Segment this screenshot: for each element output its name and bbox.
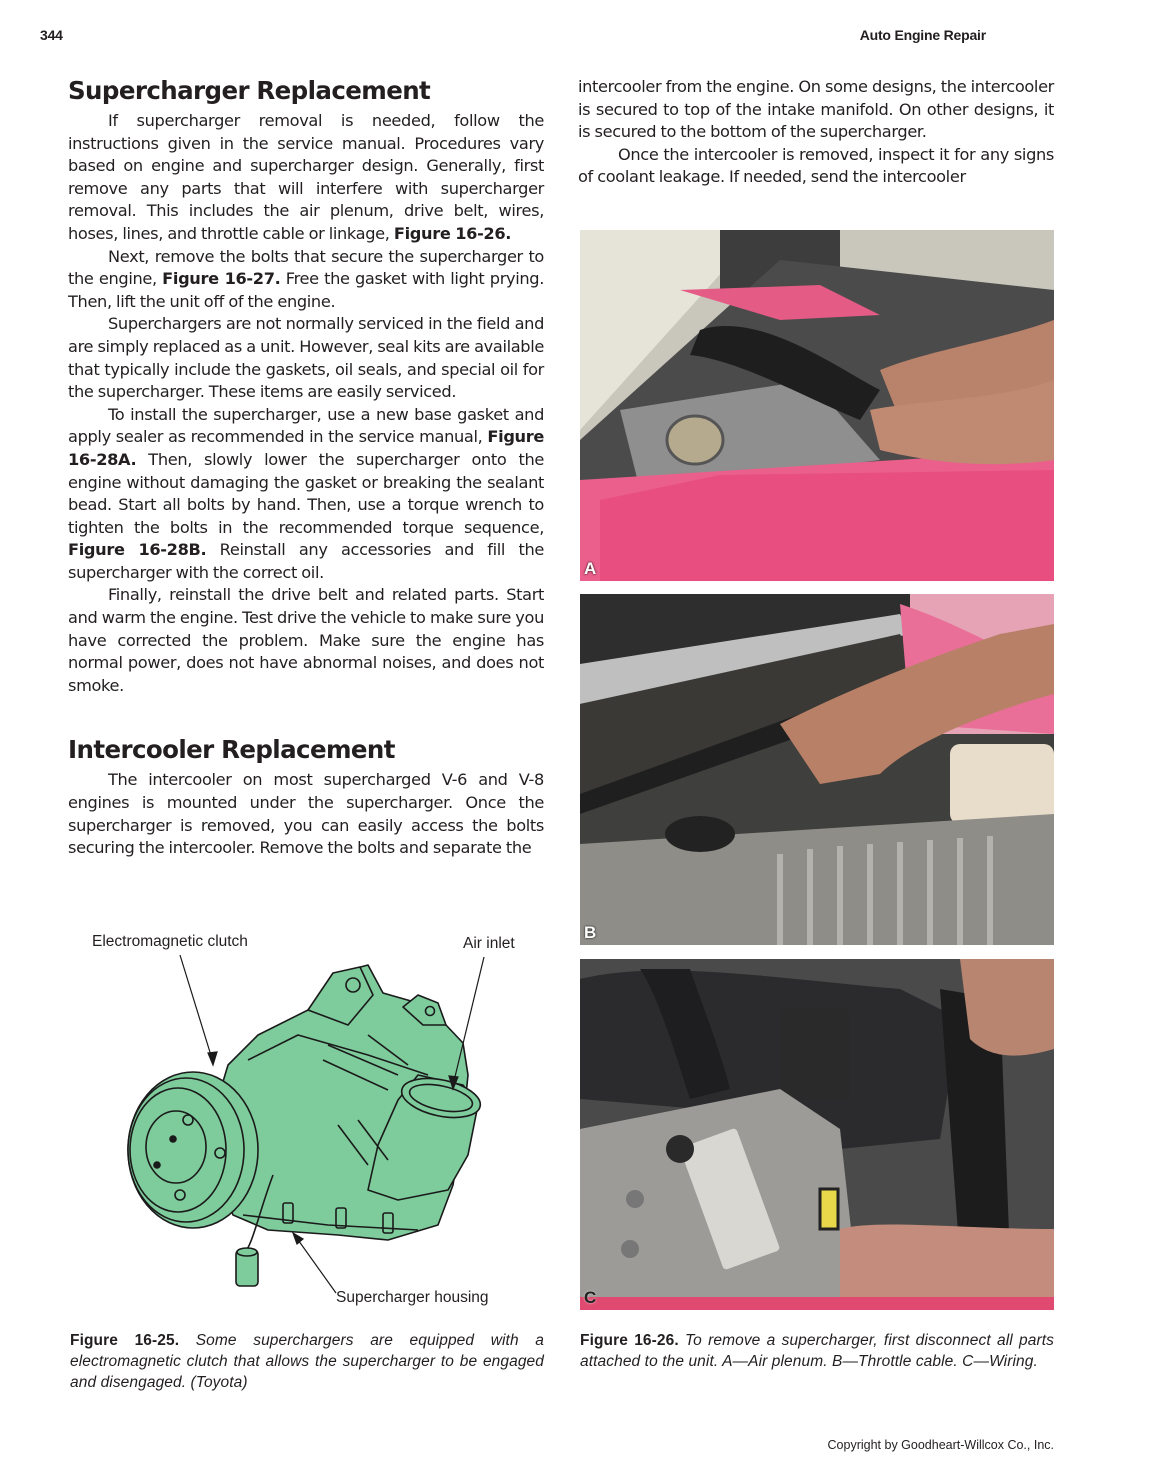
engine-photo-c-icon	[580, 959, 1054, 1310]
paragraph-text: Next, remove the bolts that secure the supercharger to the engine,	[68, 246, 544, 289]
paragraph	[68, 404, 544, 585]
paragraph-text: Reinstall any accessories and fill the supercharger with the correct oil.	[68, 540, 544, 582]
label-supercharger-housing: Supercharger housing	[336, 1289, 489, 1306]
figure-reference: Figure 16-26.	[393, 223, 512, 243]
photo-letter-b: B	[584, 923, 597, 942]
left-column	[68, 76, 544, 860]
photo-b-throttle-cable	[580, 594, 1054, 945]
copyright-notice: Copyright by Goodheart-Willcox Co., Inc.	[827, 1438, 1054, 1452]
figure-reference: Figure 16-28B.	[68, 540, 207, 560]
intercooler-replacement-heading: Intercooler Replacement	[68, 735, 395, 765]
paragraph-text: Finally, reinstall the drive belt and related parts. Start and warm the engine. Test drive the vehicle to make sure you have corrected the problem. Make sure the engine has normal power, does not have abnormal noises, and does not smoke.	[68, 585, 544, 695]
engine-photo-b-icon	[580, 594, 1054, 945]
photo-letter-a: A	[584, 559, 597, 578]
running-head-book-title: Auto Engine Repair	[859, 27, 986, 43]
engine-photo-a-icon	[580, 230, 1054, 581]
label-air-inlet: Air inlet	[463, 935, 515, 952]
paragraph	[68, 246, 544, 314]
photo-a-air-plenum	[580, 230, 1054, 581]
paragraph: Once the intercooler is removed, inspect it for any signs of coolant leakage. If needed, send the intercooler	[578, 144, 1054, 187]
figure-16-25-illustration	[68, 925, 548, 1315]
paragraph-text: Then, slowly lower the supercharger onto the engine without damaging the gasket or breaking the sealant bead. Start all bolts by hand. Then, use a torque wrench to tighten the bolts in the recommended torque sequence,	[68, 449, 544, 537]
caption-figure-number: Figure 16-25.	[70, 1332, 180, 1349]
paragraph	[68, 584, 544, 697]
paragraph-text: If supercharger removal is needed, follow the instructions given in the service manual. Procedures vary based on engine and supercharger design. Generally, first remove any parts that will interfere with supercharger removal. This includes the air plenum, drive belt, wires, hoses, lines, and throttle cable or linkage,	[68, 111, 544, 243]
caption-figure-number: Figure 16-26.	[580, 1332, 679, 1349]
supercharger-replacement-heading: Supercharger Replacement	[68, 76, 431, 105]
paragraph: The intercooler on most supercharged V-6 and V-8 engines is mounted under the supercharger. Once the supercharger is removed, you can easily access the bolts securing the intercooler. Remove the bolts and separate the	[68, 770, 544, 858]
paragraph	[68, 313, 544, 403]
paragraph	[68, 110, 544, 246]
paragraph-text: Superchargers are not normally serviced in the field and are simply replaced as a unit. However, seal kits are available that typically include the gaskets, oil seals, and special oil for the supercharger. These items are easily serviced.	[68, 314, 544, 402]
photo-c-wiring	[580, 959, 1054, 1310]
figure-reference: Figure 16-28A.	[68, 427, 544, 469]
figure-16-26-caption	[580, 1330, 1054, 1372]
caption-text: Some superchargers are equipped with a electromagnetic clutch that allows the supercharger to be engaged and disengaged. (Toyota)	[70, 1332, 544, 1391]
figure-reference: Figure 16-27.	[162, 269, 281, 289]
figure-16-25-caption	[70, 1330, 544, 1393]
supercharger-drawing-icon	[68, 925, 548, 1315]
running-head-page-number: 344	[40, 27, 63, 43]
paragraph-text: Free the gasket with light prying. Then, lift the unit off of the engine.	[68, 269, 545, 311]
paragraph: intercooler from the engine. On some designs, the intercooler is secured to top of the intake manifold. On other designs, it is secured to the bottom of the supercharger.	[578, 77, 1054, 142]
paragraph-text: To install the supercharger, use a new base gasket and apply sealer as recommended in the service manual,	[68, 404, 544, 447]
label-electromagnetic-clutch: Electromagnetic clutch	[92, 933, 248, 950]
photo-letter-c: C	[584, 1288, 597, 1307]
caption-text: To remove a supercharger, first disconnect all parts attached to the unit. A—Air plenum. B—Throttle cable. C—Wiring.	[580, 1332, 1054, 1370]
right-column	[578, 76, 1054, 189]
